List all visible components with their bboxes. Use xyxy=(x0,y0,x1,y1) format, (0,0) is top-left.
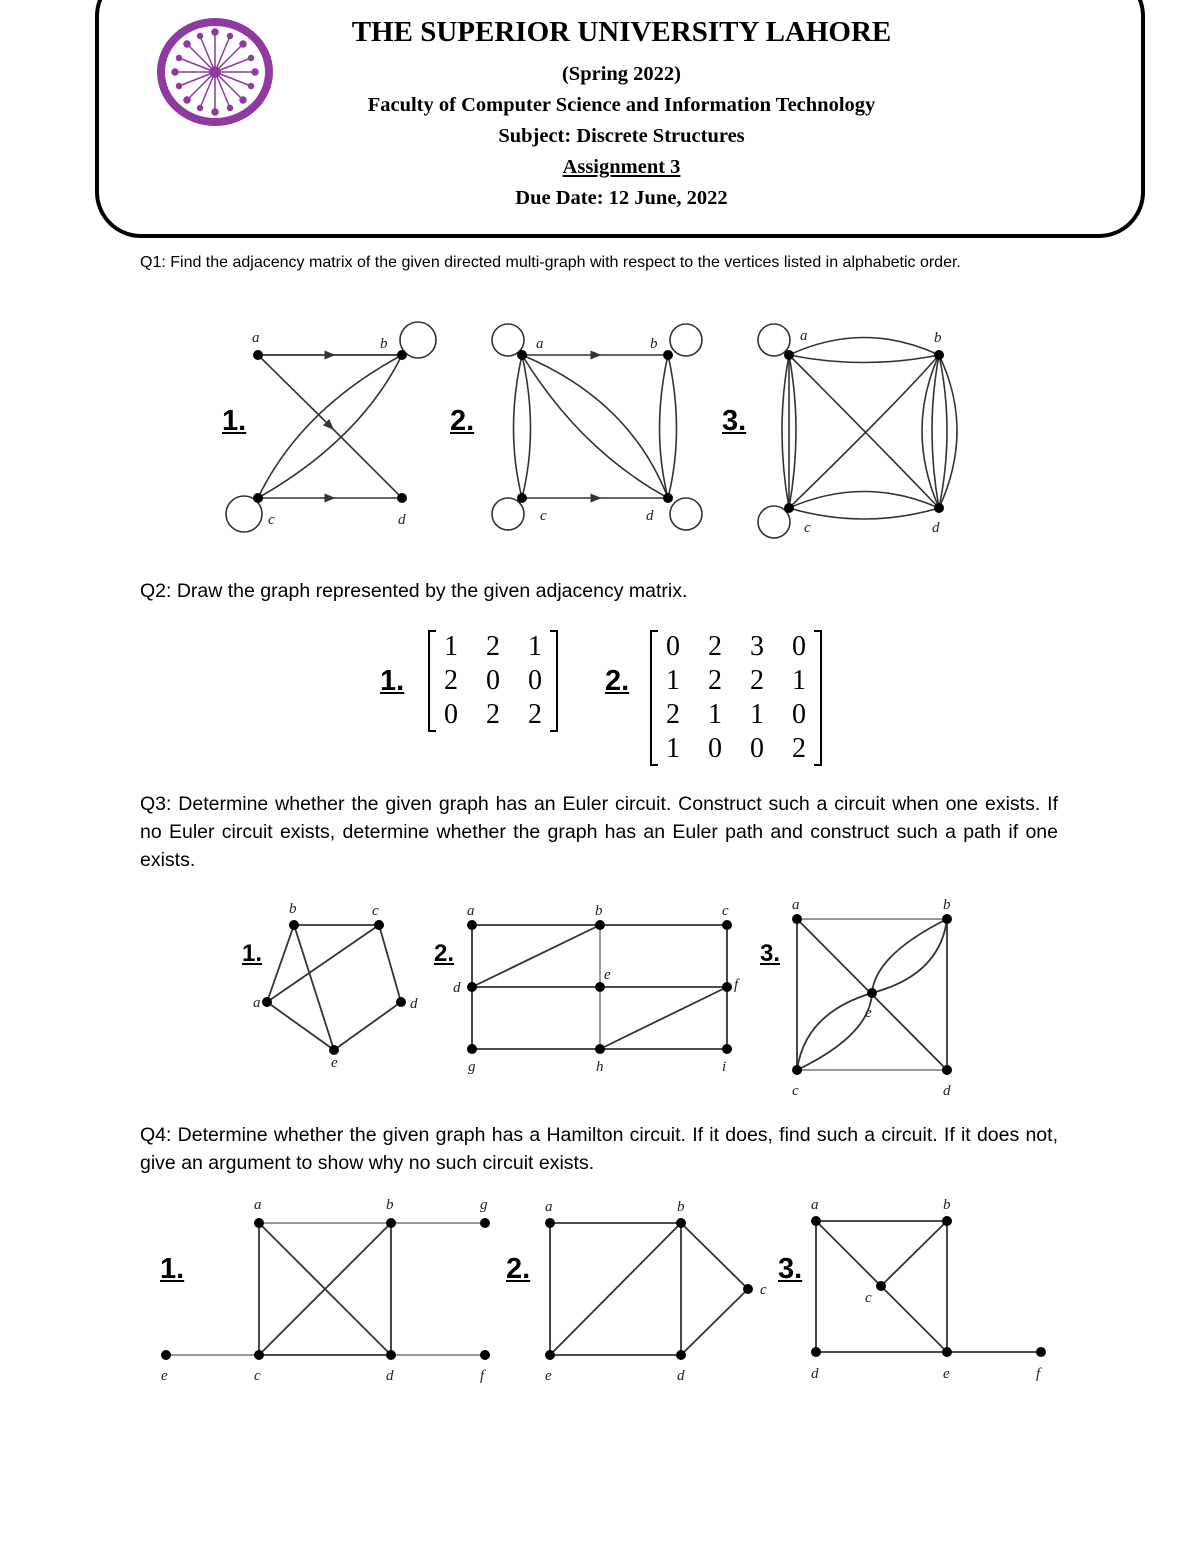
q4-g1-label-e: e xyxy=(161,1368,168,1384)
matrix-cell: 2 xyxy=(708,631,722,662)
q3-figures xyxy=(0,895,1200,1105)
q4-label-2: 2. xyxy=(506,1253,531,1285)
matrix-cell: 0 xyxy=(486,665,500,696)
matrix-cell: 1 xyxy=(666,665,680,696)
q2-matrix-1 xyxy=(428,630,558,732)
question-4-text: Q4: Determine whether the given graph has a Hamilton circuit. If it does, find such a circuit. If it does not, give an argument to show why no such circuit exists. xyxy=(140,1124,1058,1174)
q1-g2-label-c: c xyxy=(540,508,547,524)
q4-g2-label-a: a xyxy=(545,1199,553,1215)
q1-g1-label-c: c xyxy=(268,512,275,528)
q3-g2-label-g: g xyxy=(468,1059,476,1075)
q4-g3-label-b: b xyxy=(943,1197,951,1213)
q1-g3-label-c: c xyxy=(804,520,811,536)
matrix-cell: 1 xyxy=(444,631,458,662)
q4-label-3: 3. xyxy=(778,1253,803,1285)
matrix-cell: 0 xyxy=(792,699,806,730)
q4-g2-label-c: c xyxy=(760,1282,767,1298)
q1-g3-label-a: a xyxy=(800,328,808,344)
q3-g1-label-c: c xyxy=(372,903,379,919)
matrix-cell: 2 xyxy=(792,733,806,764)
q4-g1-label-d: d xyxy=(386,1368,394,1384)
question-2-text: Q2: Draw the graph represented by the given adjacency matrix. xyxy=(140,580,688,602)
q4-figures xyxy=(0,1195,1200,1395)
matrix-cell: 0 xyxy=(708,733,722,764)
q3-g2-label-f: f xyxy=(734,977,739,993)
question-3-text: Q3: Determine whether the given graph has an Euler circuit. Construct such a circuit when one exists. If no Euler circuit exists, determine whether the graph has an Euler path and construct such a path if one exists. xyxy=(140,793,1058,871)
matrix-cell: 1 xyxy=(708,699,722,730)
q4-g3-label-a: a xyxy=(811,1197,819,1213)
due-date: Due Date: 12 June, 2022 xyxy=(515,187,728,209)
q4-g3-label-d: d xyxy=(811,1366,819,1382)
matrix-cell: 2 xyxy=(528,699,542,730)
q1-g3-label-d: d xyxy=(932,520,940,536)
q3-g2-label-h: h xyxy=(596,1059,604,1075)
q4-g1-label-b: b xyxy=(386,1197,394,1213)
term: (Spring 2022) xyxy=(561,63,682,85)
matrix-cell: 0 xyxy=(528,665,542,696)
question-1-text: Q1: Find the adjacency matrix of the given directed multi-graph with respect to the vertices listed in alphabetic order. xyxy=(140,254,961,271)
q3-g2-label-d: d xyxy=(453,980,461,996)
matrix-cell: 1 xyxy=(750,699,764,730)
matrix-cell: 1 xyxy=(792,665,806,696)
matrix-cell: 2 xyxy=(444,665,458,696)
q1-label-2: 2. xyxy=(450,405,475,437)
q1-figures xyxy=(0,300,1200,550)
q2-matrix-2 xyxy=(650,630,822,766)
matrix-cell: 2 xyxy=(750,665,764,696)
faculty: Faculty of Computer Science and Information Technology xyxy=(367,94,876,116)
q3-g2-label-a: a xyxy=(467,903,475,919)
subject: Subject: Discrete Structures xyxy=(498,125,745,147)
q1-g1-label-a: a xyxy=(252,330,260,346)
matrix-cell: 0 xyxy=(792,631,806,662)
q1-g2-label-b: b xyxy=(650,336,658,352)
q4-g3-label-f: f xyxy=(1036,1366,1041,1382)
university-title: THE SUPERIOR UNIVERSITY LAHORE xyxy=(351,16,892,48)
matrix-cell: 2 xyxy=(708,665,722,696)
q3-g1-label-e: e xyxy=(331,1055,338,1071)
q4-g3-label-c: c xyxy=(865,1290,872,1306)
q1-label-1: 1. xyxy=(222,405,247,437)
q3-g1-label-d: d xyxy=(410,996,418,1012)
q3-g2-label-i: i xyxy=(722,1059,727,1075)
q4-g2-label-e: e xyxy=(545,1368,552,1384)
q3-label-2: 2. xyxy=(434,940,455,967)
q3-g3-label-c: c xyxy=(792,1083,799,1099)
matrix-cell: 0 xyxy=(444,699,458,730)
q1-label-3: 3. xyxy=(722,405,747,437)
q2-label-1: 1. xyxy=(380,665,405,697)
q3-g3-label-a: a xyxy=(792,897,800,913)
q3-label-3: 3. xyxy=(760,940,781,967)
assignment-title: Assignment 3 xyxy=(562,156,681,178)
q3-g3-label-d: d xyxy=(943,1083,951,1099)
q4-g2-label-d: d xyxy=(677,1368,685,1384)
matrix-cell: 2 xyxy=(486,699,500,730)
q2-label-2: 2. xyxy=(605,665,630,697)
q4-label-1: 1. xyxy=(160,1253,185,1285)
q4-g1-label-f: f xyxy=(480,1368,485,1384)
q4-g1-label-a: a xyxy=(254,1197,262,1213)
q3-g2-label-c: c xyxy=(722,903,729,919)
matrix-cell: 0 xyxy=(666,631,680,662)
matrix-cell: 1 xyxy=(528,631,542,662)
matrix-cell: 2 xyxy=(666,699,680,730)
q1-g1-label-d: d xyxy=(398,512,406,528)
q4-g2-label-b: b xyxy=(677,1199,685,1215)
q3-g3-label-b: b xyxy=(943,897,951,913)
matrix-cell: 2 xyxy=(486,631,500,662)
q4-g3-label-e: e xyxy=(943,1366,950,1382)
q4-g1-label-c: c xyxy=(254,1368,261,1384)
q4-g1-label-g: g xyxy=(480,1197,488,1213)
matrix-cell: 3 xyxy=(750,631,764,662)
q3-g1-label-b: b xyxy=(289,901,297,917)
q1-g3-label-b: b xyxy=(934,330,942,346)
q1-g2-label-d: d xyxy=(646,508,654,524)
q3-g1-label-a: a xyxy=(253,995,261,1011)
q3-g2-label-e: e xyxy=(604,967,611,983)
q3-g2-label-b: b xyxy=(595,903,603,919)
q3-label-1: 1. xyxy=(242,940,263,967)
matrix-cell: 0 xyxy=(750,733,764,764)
q3-g3-label-e: e xyxy=(865,1005,872,1021)
q1-g1-label-b: b xyxy=(380,336,388,352)
matrix-cell: 1 xyxy=(666,733,680,764)
q1-g2-label-a: a xyxy=(536,336,544,352)
